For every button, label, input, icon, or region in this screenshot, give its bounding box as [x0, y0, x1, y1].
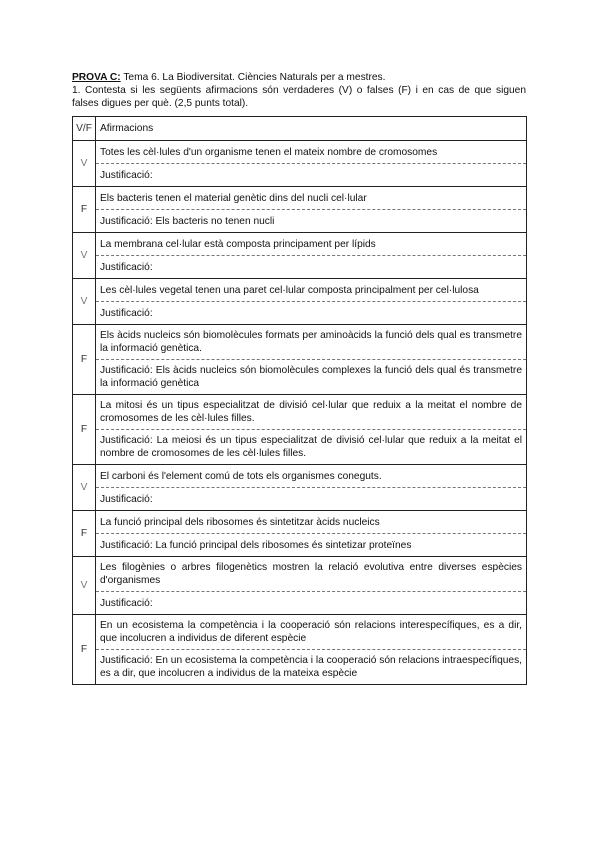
justification-text: Justificació: — [96, 592, 527, 615]
statement-row — [73, 557, 527, 592]
statement-text: Les filogènies o arbres filogenètics mostren la relació evolutiva entre diverses espècies d'organismes — [96, 557, 527, 592]
justification-text: Justificació: — [96, 256, 527, 279]
answer-cell: F — [73, 187, 96, 233]
justification-text: Justificació: — [96, 164, 527, 187]
justification-row — [73, 534, 527, 557]
answer-cell: V — [73, 279, 96, 325]
exam-instructions: 1. Contesta si les següents afirmacions són verdaderes (V) o falses (F) i en cas de que siguen falses digues per què. (2,5 punts total). — [72, 85, 526, 109]
justification-row — [73, 302, 527, 325]
statement-row — [73, 325, 527, 360]
justification-row — [73, 488, 527, 511]
justification-row — [73, 360, 527, 395]
justification-text: Justificació: La meiosi és un tipus especialitzat de divisió cel·lular que reduix a la meitat el nombre de cromosomes de les cèl·lules filles. — [96, 430, 527, 465]
justification-row — [73, 210, 527, 233]
statement-text: La membrana cel·lular està composta principament per lípids — [96, 233, 527, 256]
answer-cell: V — [73, 557, 96, 615]
statement-text: La funció principal dels ribosomes és sintetitzar àcids nucleics — [96, 511, 527, 534]
column-header-vf: V/F — [73, 117, 96, 141]
answer-cell: F — [73, 325, 96, 395]
justification-row — [73, 592, 527, 615]
answer-cell: F — [73, 395, 96, 465]
exam-title: Tema 6. La Biodiversitat. Ciències Naturals per a mestres. — [120, 72, 386, 83]
statement-text: Els àcids nucleics són biomolècules formats per aminoàcids la funció dels qual es transmetre la informació genètica. — [96, 325, 527, 360]
statement-row — [73, 511, 527, 534]
statement-row — [73, 233, 527, 256]
justification-text: Justificació: Els bacteris no tenen nucli — [96, 210, 527, 233]
statement-row — [73, 141, 527, 164]
justification-row — [73, 164, 527, 187]
statement-row — [73, 465, 527, 488]
statement-text: En un ecosistema la competència i la cooperació són relacions interespecífiques, es a dir, que incolucren a individus de diferent espècie — [96, 615, 527, 650]
exam-header — [72, 71, 526, 110]
statement-text: La mitosi és un tipus especialitzat de divisió cel·lular que reduix a la meitat el nombre de cromosomes de les cèl·lules filles. — [96, 395, 527, 430]
statement-row — [73, 615, 527, 650]
statement-row — [73, 187, 527, 210]
answer-cell: V — [73, 465, 96, 511]
column-header-statement: Afirmacions — [96, 117, 527, 141]
statement-text: Les cèl·lules vegetal tenen una paret cel·lular composta principalment per cel·lulosa — [96, 279, 527, 302]
justification-row — [73, 256, 527, 279]
statement-row — [73, 395, 527, 430]
justification-text: Justificació: La funció principal dels ribosomes és sintetizar proteïnes — [96, 534, 527, 557]
statement-text: Totes les cèl·lules d'un organisme tenen el mateix nombre de cromosomes — [96, 141, 527, 164]
justification-text: Justificació: Els àcids nucleics són biomolècules complexes la funció dels qual és transmetre la informació genètica — [96, 360, 527, 395]
justification-row — [73, 650, 527, 685]
exam-title-line — [72, 71, 526, 84]
justification-row — [73, 430, 527, 465]
table-header-row — [73, 117, 527, 141]
answer-cell: V — [73, 233, 96, 279]
statement-text: Els bacteris tenen el material genètic dins del nucli cel·lular — [96, 187, 527, 210]
answer-cell: F — [73, 511, 96, 557]
answer-cell: V — [73, 141, 96, 187]
exam-label: PROVA C: — [72, 72, 121, 83]
statement-row — [73, 279, 527, 302]
justification-text: Justificació: — [96, 488, 527, 511]
answer-cell: F — [73, 615, 96, 685]
statement-text: El carboni és l'element comú de tots els organismes coneguts. — [96, 465, 527, 488]
statements-table — [72, 116, 527, 685]
justification-text: Justificació: — [96, 302, 527, 325]
justification-text: Justificació: En un ecosistema la competència i la cooperació són relacions intraespecífiques, es a dir, que incolucren a individus de la mateixa espècie — [96, 650, 527, 685]
